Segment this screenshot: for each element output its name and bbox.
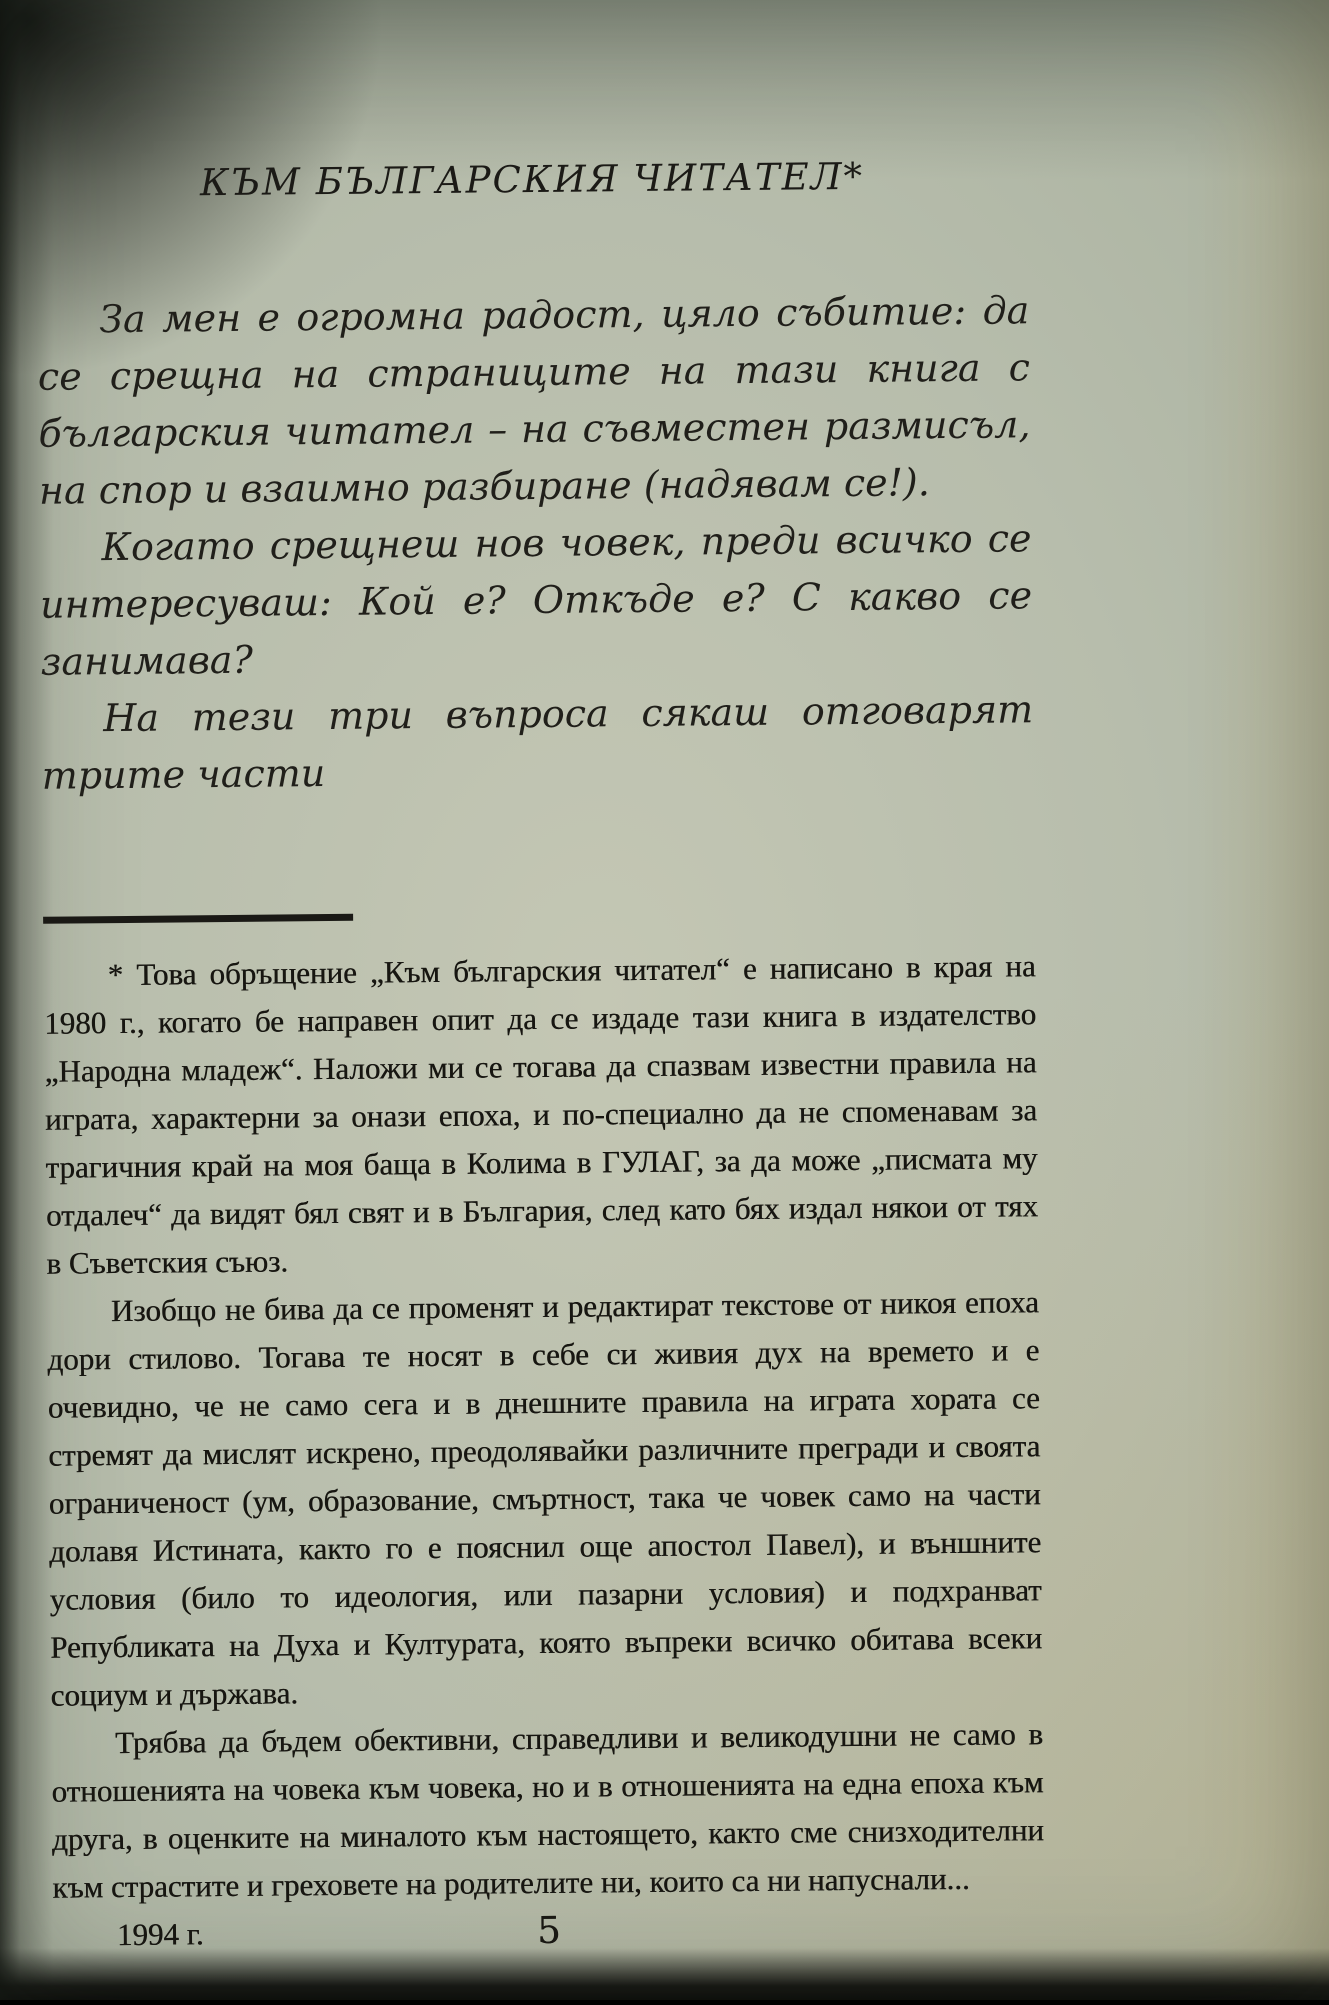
footnote-divider bbox=[43, 914, 353, 924]
intro-paragraph: Когато срещнеш нов човек, преди всичко се интересуваш: Кой е? Откъде е? С какво се занимава? bbox=[39, 516, 1033, 684]
book-page bbox=[34, 0, 1045, 2005]
intro-paragraph: На тези три въпроса сякаш отговарят трите части bbox=[41, 687, 1034, 798]
page-title: КЪМ БЪЛГАРСКИЯ ЧИТАТЕЛ* bbox=[199, 154, 865, 205]
footnote-paragraph: Трябва да бъдем обективни, справедливи и великодушни не само в отношенията на човека към човека, но и в отношенията на една епоха към друга, в оценките на миналото към настоящето, както сме снизходителни към страстите и греховете на родителите ни, които са ни напуснали... bbox=[51, 1716, 1045, 1905]
footnote-date: 1994 г. bbox=[116, 1916, 204, 1953]
intro-paragraph: За мен е огромна радост, цяло събитие: да се срещна на страниците на тази книга с българския читател – на съвместен размисъл, на спор и взаимно разбиране (надявам се!). bbox=[37, 288, 1031, 513]
footnote-paragraph: * Това обръщение „Към българския читател“ е написано в края на 1980 г., когато бе направен опит да се издаде тази книга в издателство „Народна младеж“. Наложи ми се тогава да спазвам известни правила на играта, характерни за онази епоха, и по-специално да не споменавам за трагичния край на моя баща в Колима в ГУЛАГ, за да може „писмата му отдалеч“ да видят бял свят и в България, след като бях издал някои от тях в Съветския съюз. bbox=[43, 948, 1039, 1281]
intro-text-block bbox=[37, 282, 1034, 804]
page-number: 5 bbox=[536, 1908, 561, 1953]
footnote-block bbox=[43, 942, 1045, 1959]
footnote-paragraph: Изобщо не бива да се променят и редактират текстове от никоя епоха дори стилово. Тогава те носят в себе си живия дух на времето и е очевидно, че не само сега и в днешните правила на играта хората се стремят да мислят искрено, преодолявайки различните прегради и своята ограниченост (ум, образование, смъртност, така че човек само на части долавя Истината, както го е пояснил още апостол Павел), и външните условия (било то идеология, или пазарни условия) и подхранват Републиката на Духа и Културата, която въпреки всичко обитава всеки социум и държава. bbox=[47, 1284, 1043, 1713]
